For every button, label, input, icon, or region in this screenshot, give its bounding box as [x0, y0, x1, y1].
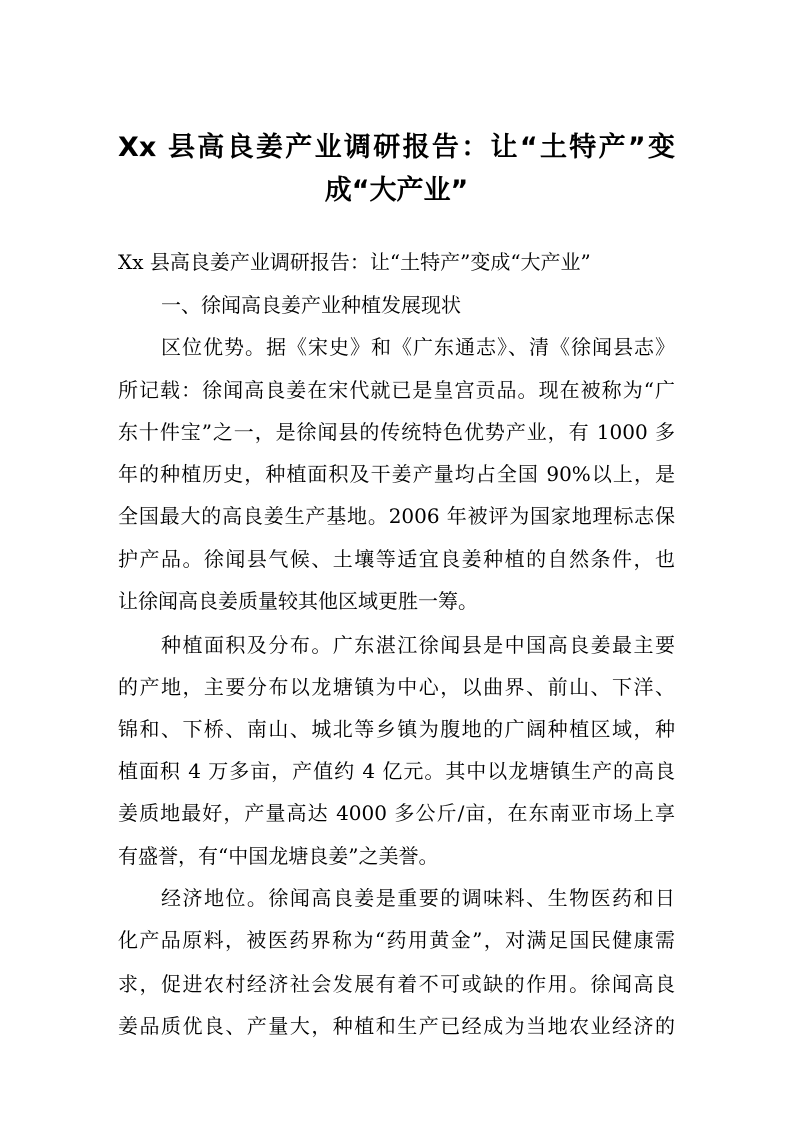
text-line: 的产地，主要分布以龙塘镇为中心，以曲界、前山、下洋、 [118, 675, 675, 699]
text-line: 所记载：徐闻高良姜在宋代就已是皇宫贡品。现在被称为“广 [118, 378, 675, 402]
text-line: 锦和、下桥、南山、城北等乡镇为腹地的广阔种植区域，种 [118, 717, 675, 741]
text-line: 种植面积及分布。广东湛江徐闻县是中国高良姜最主要 [161, 633, 675, 657]
text-line: 经济地位。徐闻高良姜是重要的调味料、生物医药和日 [161, 886, 675, 910]
text-line: 东十件宝”之一，是徐闻县的传统特色优势产业，有 1000 多 [118, 420, 675, 444]
text-line: Xx 县高良姜产业调研报告：让“土特产”变成“大产业” [118, 250, 591, 274]
text-line: 全国最大的高良姜生产基地。2006 年被评为国家地理标志保 [118, 504, 675, 528]
text-line: 姜品质优良、产量大，种植和生产已经成为当地农业经济的 [118, 1014, 675, 1038]
text-line: 有盛誉，有“中国龙塘良姜”之美誉。 [118, 844, 439, 868]
text-line: 姜质地最好，产量高达 4000 多公斤/亩，在东南亚市场上享 [118, 801, 675, 825]
text-line: 护产品。徐闻县气候、土壤等适宜良姜种植的自然条件，也 [118, 547, 675, 571]
text-line: 区位优势。据《宋史》和《广东通志》、清《徐闻县志》 [161, 335, 675, 359]
document-title-line-2: 成“大产业” [324, 175, 469, 206]
text-line: 一、徐闻高良姜产业种植发展现状 [161, 293, 461, 317]
text-line: 求，促进农村经济社会发展有着不可或缺的作用。徐闻高良 [118, 972, 675, 996]
document-title-line-1: Xx 县高良姜产业调研报告：让“土特产”变 [118, 132, 675, 163]
text-line: 化产品原料，被医药界称为“药用黄金”，对满足国民健康需 [118, 928, 675, 952]
text-line: 植面积 4 万多亩，产值约 4 亿元。其中以龙塘镇生产的高良 [118, 759, 675, 783]
text-line: 年的种植历史，种植面积及干姜产量均占全国 90%以上，是 [118, 462, 675, 486]
text-line: 让徐闻高良姜质量较其他区域更胜一筹。 [118, 589, 478, 613]
